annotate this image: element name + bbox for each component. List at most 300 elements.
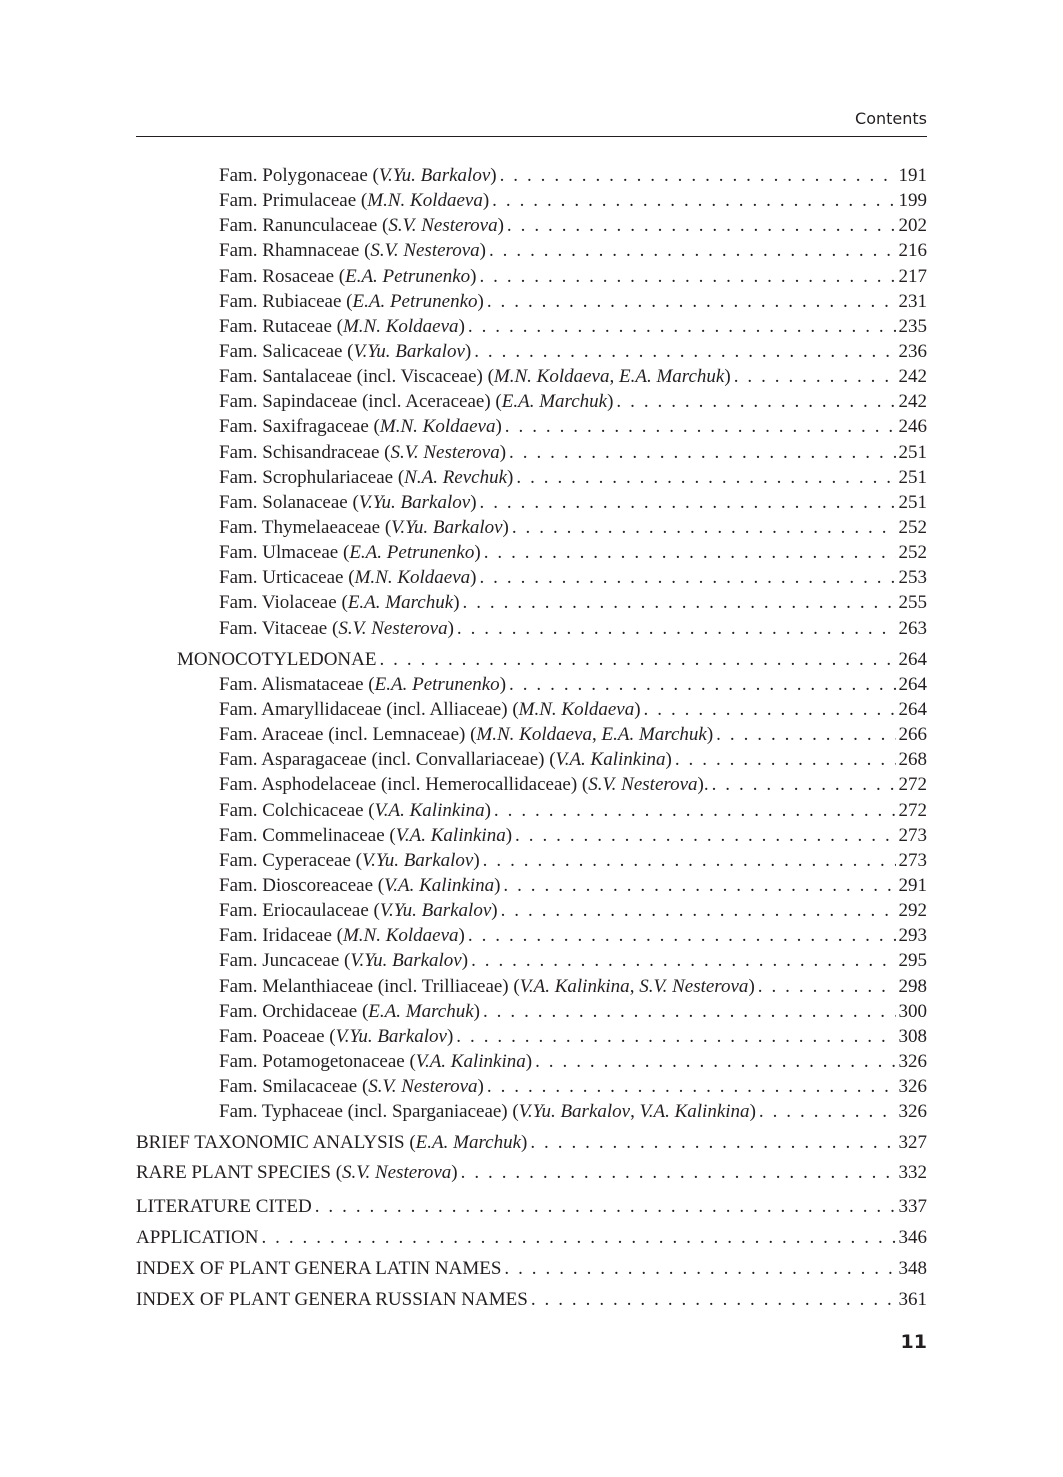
entry-author: V.Yu. Barkalov bbox=[353, 340, 465, 362]
dot-leader bbox=[530, 1130, 895, 1155]
entry-text: Fam. Rutaceae ( bbox=[219, 315, 343, 337]
entry-title bbox=[219, 389, 613, 414]
entry-text: Fam. Araceae (incl. Lemnaceae) ( bbox=[219, 724, 477, 746]
toc-entry-family[interactable] bbox=[136, 213, 927, 238]
entry-author: V.A. Kalinkina bbox=[374, 799, 485, 821]
dot-leader bbox=[487, 1074, 896, 1099]
entry-text: ) bbox=[724, 366, 731, 388]
entry-text: Fam. Commelinaceae ( bbox=[219, 824, 396, 846]
entry-title bbox=[219, 823, 512, 848]
entry-page: 295 bbox=[898, 950, 927, 972]
dot-leader bbox=[512, 515, 896, 540]
toc-entry-family[interactable] bbox=[136, 873, 927, 898]
entry-author: E.A. Petrunenko bbox=[345, 265, 471, 287]
entry-text: ) bbox=[470, 265, 477, 287]
entry-text: ) bbox=[748, 975, 755, 997]
entry-author: S.V. Nesterova bbox=[588, 774, 698, 796]
entry-author: M.N. Koldaeva bbox=[476, 724, 592, 746]
entry-page: 253 bbox=[898, 567, 927, 589]
toc-entry-family[interactable] bbox=[136, 364, 927, 389]
entry-text: INDEX OF PLANT GENERA LATIN NAMES bbox=[136, 1257, 502, 1279]
toc-entry-family[interactable] bbox=[136, 672, 927, 697]
entry-page: 264 bbox=[898, 673, 927, 695]
entry-text: ) bbox=[482, 190, 490, 212]
entry-page: 264 bbox=[898, 648, 927, 670]
entry-text: Fam. Colchicaceae ( bbox=[219, 799, 375, 821]
entry-author: V.Yu. Barkalov bbox=[361, 849, 474, 871]
entry-title bbox=[136, 1160, 458, 1185]
dot-leader bbox=[261, 1225, 895, 1250]
entry-text: Fam. Polygonaceae ( bbox=[219, 165, 379, 186]
entry-title bbox=[219, 565, 476, 590]
entry-text: ) bbox=[499, 673, 507, 695]
entry-text: ) bbox=[473, 849, 480, 871]
entry-title bbox=[219, 697, 641, 722]
entry-page: 272 bbox=[898, 774, 927, 796]
entry-text: Fam. Scrophulariaceae ( bbox=[219, 466, 405, 488]
dot-leader bbox=[461, 1160, 896, 1185]
entry-page: 236 bbox=[898, 340, 927, 362]
entry-text: Fam. Cyperaceae ( bbox=[219, 849, 362, 871]
entry-text: Fam. Juncaceae ( bbox=[219, 950, 351, 972]
header-title: Contents bbox=[855, 109, 927, 128]
entry-page: 361 bbox=[898, 1289, 927, 1311]
entry-text: Fam. Schisandraceae ( bbox=[219, 441, 391, 463]
toc-entry-family[interactable] bbox=[136, 590, 927, 615]
toc-entry-family[interactable] bbox=[136, 414, 927, 439]
entry-text: ) bbox=[507, 466, 514, 488]
toc-entry-family[interactable] bbox=[136, 465, 927, 490]
toc-entry-family[interactable] bbox=[136, 440, 927, 465]
entry-title bbox=[219, 238, 486, 263]
entry-title bbox=[219, 515, 509, 540]
entry-page: 308 bbox=[898, 1025, 927, 1047]
toc-entry-family[interactable] bbox=[136, 772, 927, 797]
entry-title bbox=[219, 314, 465, 339]
entry-page: 268 bbox=[898, 749, 927, 771]
entry-author: E.A. Marchuk bbox=[368, 1000, 474, 1022]
dot-leader bbox=[509, 440, 895, 465]
toc-entry-family[interactable] bbox=[136, 999, 927, 1024]
entry-title bbox=[219, 540, 481, 565]
page-number: 11 bbox=[900, 1331, 927, 1353]
entry-text: Fam. Amaryllidaceae (incl. Alliaceae) ( bbox=[219, 698, 519, 720]
entry-text: ) bbox=[477, 290, 484, 312]
entry-author: S.V. Nesterova bbox=[639, 975, 749, 997]
entry-author: V.Yu. Barkalov bbox=[378, 165, 491, 186]
toc-entry-family[interactable] bbox=[136, 289, 927, 314]
entry-author: E.A. Marchuk bbox=[415, 1132, 522, 1154]
entry-text: , bbox=[629, 975, 640, 997]
entry-text: RARE PLANT SPECIES ( bbox=[136, 1162, 343, 1184]
table-of-contents bbox=[136, 163, 927, 1312]
entry-title bbox=[219, 339, 471, 364]
entry-author: E.A. Marchuk bbox=[601, 724, 707, 746]
entry-title bbox=[219, 440, 506, 465]
dot-leader bbox=[457, 616, 896, 641]
entry-title: MONOCOTYLEDONAE bbox=[177, 648, 377, 670]
entry-author: E.A. Petrunenko bbox=[349, 542, 475, 564]
entry-text: ) bbox=[458, 315, 465, 337]
entry-text: ) bbox=[453, 592, 460, 614]
dot-leader bbox=[515, 823, 895, 848]
entry-title bbox=[136, 1287, 528, 1312]
dot-leader bbox=[483, 999, 896, 1024]
entry-author: M.N. Koldaeva bbox=[493, 366, 610, 388]
entry-author: V.A. Kalinkina bbox=[639, 1101, 750, 1123]
toc-entry-family[interactable] bbox=[136, 389, 927, 414]
entry-text: ) bbox=[665, 749, 672, 771]
dicot-families-list bbox=[136, 163, 927, 641]
entry-page: 246 bbox=[898, 416, 927, 438]
entry-title bbox=[136, 1225, 258, 1250]
entry-text: ) bbox=[446, 1025, 454, 1047]
dot-leader bbox=[616, 389, 895, 414]
toc-entry-family[interactable] bbox=[136, 974, 927, 999]
entry-page: 273 bbox=[898, 849, 927, 871]
entry-page: 251 bbox=[898, 491, 927, 513]
entry-text: ) bbox=[706, 724, 714, 746]
entry-author: E.A. Marchuk bbox=[501, 391, 608, 413]
dot-leader bbox=[734, 364, 896, 389]
entry-author: V.Yu. Barkalov bbox=[358, 491, 471, 513]
entry-text: Fam. Rhamnaceae ( bbox=[219, 240, 371, 262]
entry-text: ) bbox=[499, 441, 507, 463]
dot-leader bbox=[675, 747, 896, 772]
entry-author: M.N. Koldaeva bbox=[342, 315, 459, 337]
entry-page: 292 bbox=[898, 900, 927, 922]
toc-entry-family[interactable] bbox=[136, 188, 927, 213]
entry-author: V.Yu. Barkalov bbox=[335, 1025, 447, 1047]
dot-leader bbox=[716, 722, 895, 747]
entry-text: Fam. Salicaceae ( bbox=[219, 340, 354, 362]
dot-leader bbox=[531, 1287, 896, 1312]
entry-page: 337 bbox=[898, 1195, 927, 1217]
toc-entry-family[interactable] bbox=[136, 616, 927, 641]
toc-entry-family[interactable] bbox=[136, 490, 927, 515]
entry-text: ) bbox=[474, 542, 481, 564]
toc-entry-brief[interactable] bbox=[136, 1130, 927, 1155]
entry-page: 217 bbox=[898, 265, 927, 287]
entry-page: 298 bbox=[898, 975, 927, 997]
entry-title bbox=[136, 1256, 501, 1281]
toc-entry-rare[interactable] bbox=[136, 1160, 927, 1185]
dot-leader bbox=[504, 1256, 895, 1281]
toc-entry-family[interactable] bbox=[136, 898, 927, 923]
entry-page: 264 bbox=[898, 698, 927, 720]
toc-entry-family[interactable] bbox=[136, 823, 927, 848]
dot-leader bbox=[484, 540, 896, 565]
dot-leader bbox=[468, 923, 896, 948]
entry-title bbox=[219, 974, 755, 999]
entry-text: ) bbox=[494, 874, 501, 896]
entry-author: V.A. Kalinkina bbox=[519, 975, 630, 997]
entry-page: 346 bbox=[898, 1226, 927, 1248]
entry-page: 266 bbox=[898, 724, 927, 746]
entry-text: ) bbox=[451, 1162, 458, 1184]
entry-text: Fam. Santalaceae (incl. Viscaceae) ( bbox=[219, 366, 494, 388]
toc-entry-family[interactable] bbox=[136, 314, 927, 339]
dot-leader bbox=[483, 848, 896, 873]
entry-title bbox=[219, 848, 480, 873]
entry-page: 235 bbox=[898, 315, 927, 337]
entry-text: Fam. Sapindaceae (incl. Aceraceae) ( bbox=[219, 391, 502, 413]
dot-leader bbox=[492, 188, 895, 213]
dot-leader bbox=[480, 490, 896, 515]
entry-author: E.A. Petrunenko bbox=[374, 673, 500, 695]
entry-page: 348 bbox=[898, 1257, 927, 1279]
dot-leader bbox=[468, 314, 896, 339]
entry-title bbox=[219, 490, 477, 515]
entry-text: ) bbox=[607, 391, 614, 413]
toc-entry-family[interactable] bbox=[136, 747, 927, 772]
entry-page: 251 bbox=[898, 466, 927, 488]
toc-entry-family[interactable] bbox=[136, 565, 927, 590]
toc-entry-family[interactable] bbox=[136, 1024, 927, 1049]
dot-leader bbox=[489, 238, 896, 263]
entry-page: 251 bbox=[898, 441, 927, 463]
entry-author: E.A. Petrunenko bbox=[352, 290, 478, 312]
dot-leader bbox=[507, 213, 896, 238]
entry-text: ) bbox=[634, 698, 641, 720]
toc-entry-index-russian[interactable] bbox=[136, 1287, 927, 1312]
toc-entry-family[interactable] bbox=[136, 1074, 927, 1099]
entry-text: ) bbox=[447, 617, 454, 639]
entry-title bbox=[219, 722, 713, 747]
dot-leader bbox=[315, 1194, 896, 1219]
toc-entry-index-latin[interactable] bbox=[136, 1256, 927, 1281]
entry-text: Fam. Rubiaceae ( bbox=[219, 290, 353, 312]
entry-title bbox=[219, 898, 498, 923]
toc-entry-family[interactable] bbox=[136, 264, 927, 289]
dot-leader bbox=[644, 697, 896, 722]
monocot-families-list bbox=[136, 672, 927, 1125]
entry-author: S.V. Nesterova bbox=[388, 215, 498, 237]
entry-text: ) bbox=[525, 1050, 533, 1072]
entry-text: ) bbox=[479, 240, 486, 262]
entry-text: Fam. Ranunculaceae ( bbox=[219, 215, 389, 237]
entry-text: ) bbox=[491, 900, 498, 922]
entry-title bbox=[219, 923, 465, 948]
entry-text: Fam. Thymelaeaceae ( bbox=[219, 516, 392, 538]
dot-leader bbox=[479, 565, 895, 590]
entry-page: 202 bbox=[898, 215, 927, 237]
entry-text: Fam. Melanthiaceae (incl. Trilliaceae) ( bbox=[219, 975, 520, 997]
dot-leader bbox=[758, 974, 896, 999]
entry-title bbox=[219, 414, 502, 439]
dot-leader bbox=[479, 264, 895, 289]
toc-entry-application[interactable] bbox=[136, 1225, 927, 1250]
entry-page: 332 bbox=[898, 1162, 927, 1184]
toc-entry-family[interactable] bbox=[136, 697, 927, 722]
entry-author: M.N. Koldaeva bbox=[379, 416, 496, 438]
dot-leader bbox=[509, 672, 895, 697]
dot-leader bbox=[712, 772, 896, 797]
toc-entry-family[interactable] bbox=[136, 948, 927, 973]
entry-text: Fam. Eriocaulaceae ( bbox=[219, 900, 380, 922]
dot-leader bbox=[471, 948, 895, 973]
entry-title bbox=[219, 672, 506, 697]
entry-text: ) bbox=[470, 567, 477, 589]
entry-text: , bbox=[591, 724, 602, 746]
entry-text: Fam. Poaceae ( bbox=[219, 1025, 336, 1047]
toc-entry-family[interactable] bbox=[136, 339, 927, 364]
entry-title bbox=[219, 873, 500, 898]
entry-author: S.V. Nesterova bbox=[342, 1162, 452, 1184]
entry-title bbox=[219, 590, 460, 615]
entry-text: ) bbox=[473, 1000, 480, 1022]
entry-page: 300 bbox=[898, 1000, 927, 1022]
entry-text: Fam. Ulmaceae ( bbox=[219, 542, 350, 564]
entry-page: 273 bbox=[898, 824, 927, 846]
entry-text: BRIEF TAXONOMIC ANALYSIS ( bbox=[136, 1132, 416, 1154]
entry-page: 242 bbox=[898, 391, 927, 413]
entry-author: M.N. Koldaeva bbox=[354, 567, 471, 589]
back-matter-list bbox=[136, 1130, 927, 1312]
entry-title bbox=[219, 264, 476, 289]
entry-title bbox=[219, 465, 513, 490]
dot-leader bbox=[494, 798, 896, 823]
entry-title bbox=[219, 364, 731, 389]
entry-page: 199 bbox=[898, 190, 927, 212]
entry-page: 293 bbox=[898, 925, 927, 947]
toc-entry-family[interactable] bbox=[136, 848, 927, 873]
entry-text: ) bbox=[749, 1101, 756, 1123]
entry-author: V.A. Kalinkina bbox=[415, 1050, 526, 1072]
entry-title bbox=[219, 772, 709, 797]
entry-text: , bbox=[630, 1101, 640, 1123]
dot-leader bbox=[456, 1024, 895, 1049]
toc-entry-family[interactable] bbox=[136, 515, 927, 540]
toc-entry-family[interactable] bbox=[136, 238, 927, 263]
entry-page: 231 bbox=[898, 290, 927, 312]
entry-title bbox=[219, 188, 489, 213]
toc-entry-family[interactable] bbox=[136, 1049, 927, 1074]
entry-author: S.V. Nesterova bbox=[390, 441, 500, 463]
entry-text: Fam. Primulaceae ( bbox=[219, 190, 368, 212]
entry-page: 326 bbox=[898, 1076, 927, 1098]
toc-entry-family[interactable] bbox=[136, 722, 927, 747]
entry-page: 252 bbox=[898, 542, 927, 564]
toc-entry-literature[interactable] bbox=[136, 1194, 927, 1219]
dot-leader bbox=[379, 647, 895, 672]
dot-leader bbox=[516, 465, 895, 490]
entry-title bbox=[219, 616, 454, 641]
entry-author: E.A. Marchuk bbox=[347, 592, 454, 614]
entry-title bbox=[219, 1024, 453, 1049]
entry-page: 272 bbox=[898, 799, 927, 821]
entry-text: ) bbox=[470, 491, 477, 513]
entry-text: Fam. Solanaceae ( bbox=[219, 491, 359, 513]
entry-author: V.A. Kalinkina bbox=[395, 824, 506, 846]
entry-author: M.N. Koldaeva bbox=[342, 925, 459, 947]
entry-text: APPLICATION bbox=[136, 1226, 259, 1248]
toc-entry-family[interactable] bbox=[136, 1099, 927, 1124]
entry-text: Fam. Iridaceae ( bbox=[219, 925, 343, 947]
entry-author: S.V. Nesterova bbox=[368, 1076, 478, 1098]
entry-author: N.A. Revchuk bbox=[404, 466, 508, 488]
entry-page: 326 bbox=[898, 1101, 927, 1123]
dot-leader bbox=[474, 339, 895, 364]
entry-text: ) bbox=[497, 215, 504, 237]
dot-leader bbox=[501, 898, 896, 923]
entry-title bbox=[219, 798, 491, 823]
toc-entry-family[interactable] bbox=[136, 798, 927, 823]
entry-text: ) bbox=[521, 1132, 528, 1154]
entry-title bbox=[219, 1074, 484, 1099]
entry-text: ). bbox=[697, 774, 709, 796]
dot-leader bbox=[535, 1049, 895, 1074]
dot-leader bbox=[505, 414, 896, 439]
dot-leader bbox=[500, 163, 896, 188]
entry-author: V.Yu. Barkalov bbox=[391, 516, 503, 538]
dot-leader bbox=[759, 1099, 896, 1124]
entry-author: M.N. Koldaeva bbox=[367, 190, 483, 212]
entry-text: Fam. Orchidaceae ( bbox=[219, 1000, 369, 1022]
entry-title bbox=[219, 163, 497, 188]
entry-page: 263 bbox=[898, 617, 927, 639]
entry-text: Fam. Smilacaceae ( bbox=[219, 1076, 369, 1098]
entry-author: V.A. Kalinkina bbox=[384, 874, 495, 896]
entry-text: Fam. Rosaceae ( bbox=[219, 265, 346, 287]
entry-text: Fam. Dioscoreaceae ( bbox=[219, 874, 385, 896]
entry-author: M.N. Koldaeva bbox=[518, 698, 635, 720]
entry-author: V.Yu. Barkalov bbox=[518, 1101, 631, 1123]
entry-page: 327 bbox=[898, 1132, 927, 1154]
entry-text: ) bbox=[502, 516, 509, 538]
entry-author: E.A. Marchuk bbox=[619, 366, 725, 388]
entry-text: ) bbox=[477, 1076, 484, 1098]
entry-title bbox=[219, 948, 468, 973]
entry-author: S.V. Nesterova bbox=[338, 617, 448, 639]
entry-title bbox=[219, 1099, 756, 1124]
toc-entry-family[interactable] bbox=[136, 923, 927, 948]
entry-title bbox=[219, 289, 484, 314]
toc-entry-monocotyledonae[interactable] bbox=[136, 647, 927, 672]
entry-text: INDEX OF PLANT GENERA RUSSIAN NAMES bbox=[136, 1289, 528, 1311]
entry-page: 216 bbox=[898, 240, 927, 262]
entry-text: ) bbox=[484, 799, 491, 821]
entry-page: 242 bbox=[898, 366, 927, 388]
entry-text: Fam. Vitaceae ( bbox=[219, 617, 339, 639]
entry-text: Fam. Saxifragaceae ( bbox=[219, 416, 380, 438]
entry-title bbox=[219, 1049, 532, 1074]
entry-text: ) bbox=[505, 824, 513, 846]
dot-leader bbox=[487, 289, 896, 314]
entry-title bbox=[136, 1194, 312, 1219]
entry-page: 252 bbox=[898, 516, 927, 538]
entry-title bbox=[219, 213, 504, 238]
dot-leader bbox=[463, 590, 896, 615]
entry-author: S.V. Nesterova bbox=[370, 240, 480, 262]
entry-page: 326 bbox=[898, 1050, 927, 1072]
entry-text: ) bbox=[464, 340, 472, 362]
entry-text: ) bbox=[458, 925, 465, 947]
entry-text: Fam. Alismataceae ( bbox=[219, 673, 375, 695]
entry-title bbox=[219, 999, 480, 1024]
entry-author: V.Yu. Barkalov bbox=[379, 900, 492, 922]
entry-author: V.Yu. Barkalov bbox=[350, 950, 462, 972]
entry-author: V.A. Kalinkina bbox=[555, 749, 666, 771]
entry-text: Fam. Asparagaceae (incl. Convallariaceae) ( bbox=[219, 749, 556, 771]
toc-entry-family[interactable] bbox=[136, 540, 927, 565]
entry-page: 291 bbox=[898, 874, 927, 896]
entry-text: Fam. Potamogetonaceae ( bbox=[219, 1050, 416, 1072]
running-header bbox=[136, 107, 927, 137]
entry-text: ) bbox=[490, 165, 497, 186]
entry-title bbox=[136, 1130, 527, 1155]
toc-entry-family[interactable] bbox=[136, 163, 927, 188]
